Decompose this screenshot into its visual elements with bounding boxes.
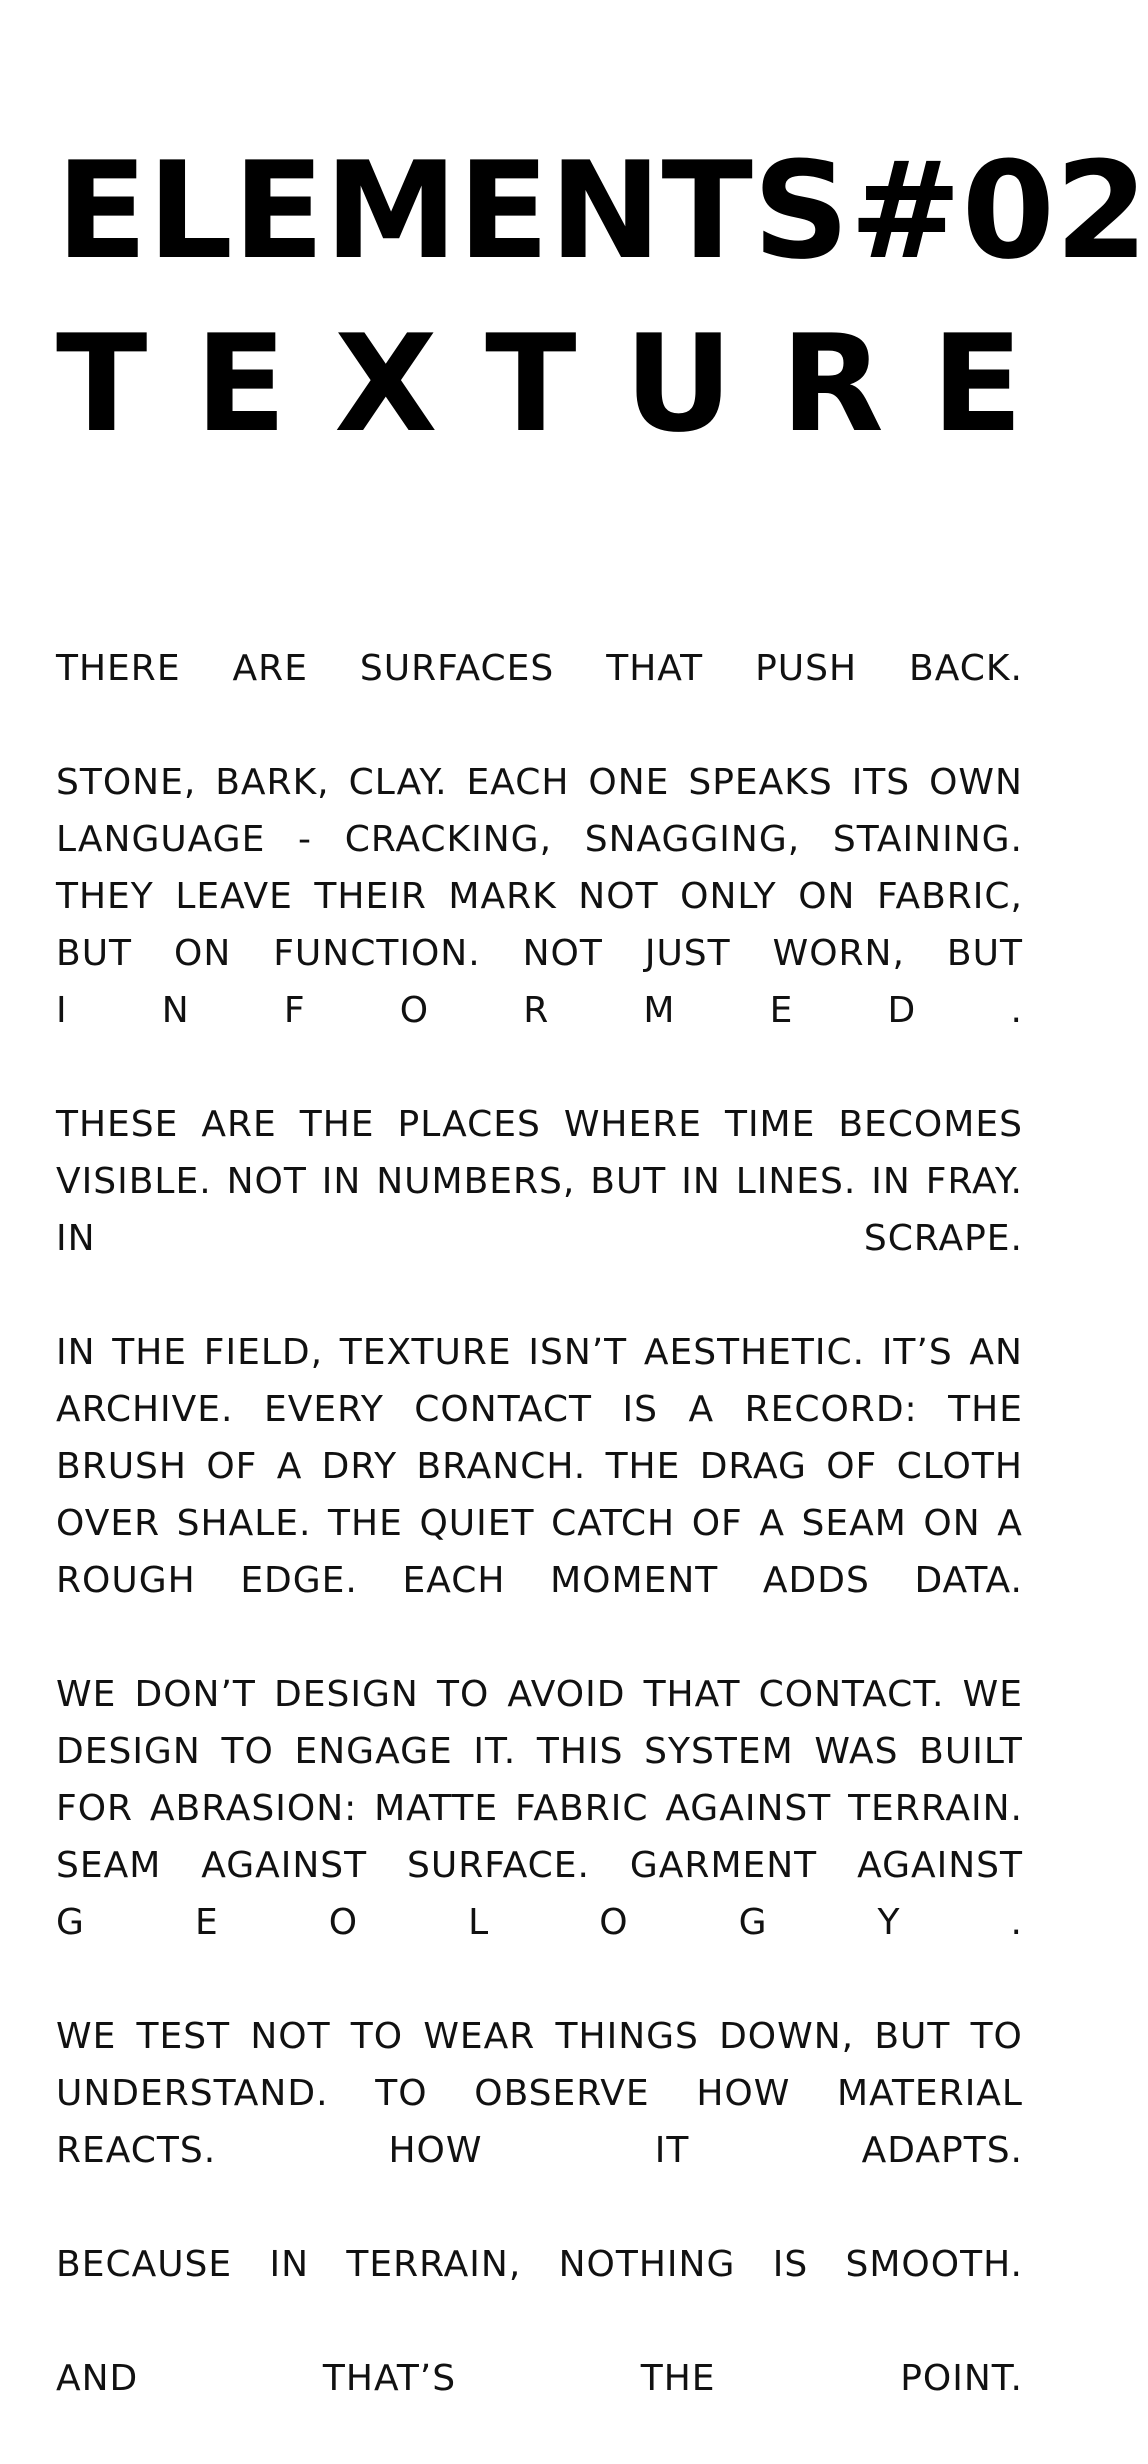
word: GARMENT: [629, 1845, 818, 1886]
word: BARK,: [215, 762, 330, 803]
word: AGAINST: [857, 1845, 1023, 1886]
word: THE: [328, 1503, 403, 1544]
word: DESIGN: [56, 1731, 201, 1772]
word: -: [298, 819, 313, 860]
word: AVOID: [507, 1674, 626, 1715]
word: STONE,: [56, 762, 197, 803]
word: OF: [691, 1503, 743, 1544]
word: ON: [923, 1503, 981, 1544]
word: SYSTEM: [644, 1731, 794, 1772]
word: ARE: [201, 1104, 277, 1145]
text-line: [56, 1438, 1023, 1495]
word: BRANCH.: [416, 1446, 587, 1487]
word: WE: [56, 1674, 117, 1715]
word: BUT: [946, 933, 1023, 974]
word: RECORD:: [744, 1389, 918, 1430]
word: SNAGGING,: [584, 819, 801, 860]
word: THE: [299, 1104, 375, 1145]
word: ONLY: [680, 876, 777, 917]
word: HOW: [696, 2073, 791, 2114]
paragraph: [56, 1666, 1023, 1951]
word: LANGUAGE: [56, 819, 266, 860]
paragraph: [56, 2236, 1023, 2293]
word: IN: [681, 1161, 721, 1202]
word: MARK: [448, 876, 557, 917]
word: BECAUSE: [56, 2244, 233, 2285]
word: BUT: [874, 2016, 951, 2057]
word: ROUGH: [56, 1560, 196, 1601]
word: A: [997, 1503, 1023, 1544]
word: IS: [622, 1389, 658, 1430]
word: DATA.: [914, 1560, 1023, 1601]
word: LEAVE: [175, 876, 293, 917]
word: THAT: [643, 1674, 741, 1715]
word: CATCH: [551, 1503, 676, 1544]
word: IN: [871, 1161, 911, 1202]
word: OBSERVE: [474, 2073, 650, 2114]
word: THESE: [56, 1104, 179, 1145]
text-line: [56, 1324, 1023, 1381]
text-line: [56, 1552, 1023, 1609]
text-line: [56, 2065, 1023, 2122]
word: OWN: [929, 762, 1023, 803]
word: IS: [772, 2244, 809, 2285]
text-line: [56, 925, 1023, 982]
word: LINES.: [735, 1161, 857, 1202]
word: DON’T: [134, 1674, 256, 1715]
word: ADAPTS.: [861, 2130, 1023, 2171]
word: IT: [654, 2130, 690, 2171]
text-line: [56, 1153, 1023, 1210]
text-line: [56, 868, 1023, 925]
word: DRAG: [699, 1446, 807, 1487]
word: NOT: [226, 1161, 307, 1202]
word: POINT.: [900, 2358, 1023, 2399]
word: AN: [969, 1332, 1023, 1373]
word: TEXTURE: [339, 1332, 512, 1373]
word: CRACKING,: [344, 819, 553, 860]
article-body: [56, 640, 1023, 2464]
title-word: ELEMENTS: [56, 132, 850, 289]
title-word: U: [624, 305, 733, 462]
word: E: [769, 990, 794, 1031]
word: EDGE.: [240, 1560, 358, 1601]
word: IN: [56, 1218, 96, 1259]
word: FIELD,: [203, 1332, 324, 1373]
word: O: [599, 1902, 629, 1943]
word: MATERIAL: [837, 2073, 1023, 2114]
word: ABRASION:: [149, 1788, 358, 1829]
text-line: [56, 982, 1023, 1039]
word: NOT: [250, 2016, 331, 2057]
word: BUT: [590, 1161, 667, 1202]
paragraph: [56, 1096, 1023, 1267]
text-line: [56, 2236, 1023, 2293]
word: AND: [56, 2358, 139, 2399]
word: ISN’T: [528, 1332, 628, 1373]
word: TIME: [724, 1104, 816, 1145]
word: THE: [640, 2358, 716, 2399]
word: L: [468, 1902, 490, 1943]
word: EACH: [402, 1560, 506, 1601]
word: FABRIC: [514, 1788, 649, 1829]
word: TEST: [136, 2016, 231, 2057]
text-line: [56, 1666, 1023, 1723]
word: A: [759, 1503, 785, 1544]
word: MOMENT: [550, 1560, 719, 1601]
word: EACH: [466, 762, 570, 803]
word: OF: [826, 1446, 878, 1487]
word: .: [1010, 1902, 1023, 1943]
word: AGAINST: [665, 1788, 832, 1829]
word: THE: [605, 1446, 681, 1487]
word: WE: [962, 1674, 1023, 1715]
word: I: [56, 990, 68, 1031]
word: TO: [970, 2016, 1023, 2057]
word: OVER: [56, 1503, 161, 1544]
word: D: [887, 990, 917, 1031]
word: SCRAPE.: [863, 1218, 1023, 1259]
word: G: [738, 1902, 768, 1943]
text-line: [56, 1723, 1023, 1780]
title-line-1: [56, 132, 1148, 289]
word: HOW: [388, 2130, 483, 2171]
text-line: [56, 1210, 1023, 1267]
paragraph: [56, 1324, 1023, 1609]
title-word: T: [56, 305, 148, 462]
text-line: [56, 1837, 1023, 1894]
title-word: X: [334, 305, 438, 462]
paragraph: [56, 2350, 1023, 2407]
word: WORN,: [772, 933, 905, 974]
word: THE: [948, 1389, 1023, 1430]
word: ADDS: [762, 1560, 870, 1601]
word: ON: [798, 876, 856, 917]
word: NOT: [522, 933, 603, 974]
word: THERE: [56, 648, 181, 689]
text-line: [56, 2350, 1023, 2407]
word: ARCHIVE.: [56, 1389, 234, 1430]
text-line: [56, 754, 1023, 811]
word: REACTS.: [56, 2130, 217, 2171]
word: STAINING.: [832, 819, 1023, 860]
word: THAT’S: [322, 2358, 457, 2399]
word: THE: [112, 1332, 188, 1373]
word: MATTE: [374, 1788, 499, 1829]
word: TO: [350, 2016, 404, 2057]
text-line: [56, 640, 1023, 697]
word: WE: [56, 2016, 117, 2057]
word: IN: [321, 1161, 362, 1202]
text-line: [56, 1381, 1023, 1438]
word: SMOOTH.: [845, 2244, 1023, 2285]
word: FRAY.: [925, 1161, 1023, 1202]
word: G: [56, 1902, 85, 1943]
word: TERRAIN.: [848, 1788, 1023, 1829]
word: IT’S: [881, 1332, 953, 1373]
title-word: #02: [849, 132, 1148, 289]
word: DESIGN: [274, 1674, 419, 1715]
word: AGAINST: [201, 1845, 368, 1886]
word: FABRIC,: [877, 876, 1023, 917]
text-line: [56, 811, 1023, 868]
word: SHALE.: [176, 1503, 312, 1544]
word: THEY: [56, 876, 154, 917]
text-line: [56, 2122, 1023, 2179]
word: ONE: [588, 762, 670, 803]
title-word: R: [780, 305, 884, 462]
word: THINGS: [555, 2016, 699, 2057]
word: SEAM: [56, 1845, 162, 1886]
word: NUMBERS,: [376, 1161, 576, 1202]
word: THIS: [536, 1731, 624, 1772]
word: WEAR: [423, 2016, 536, 2057]
word: Y: [877, 1902, 901, 1943]
title-word: E: [195, 305, 287, 462]
word: AESTHETIC.: [643, 1332, 866, 1373]
word: A: [276, 1446, 303, 1487]
word: ITS: [851, 762, 911, 803]
word: BACK.: [909, 648, 1023, 689]
word: CONTACT.: [758, 1674, 945, 1715]
word: O: [328, 1902, 359, 1943]
title-line-2: [56, 305, 1023, 462]
word: DRY: [321, 1446, 398, 1487]
word: M: [643, 990, 676, 1031]
title-word: T: [485, 305, 577, 462]
word: R: [523, 990, 550, 1031]
word: WAS: [814, 1731, 899, 1772]
word: UNDERSTAND.: [56, 2073, 329, 2114]
text-line: [56, 1495, 1023, 1552]
word: CLOTH: [896, 1446, 1023, 1487]
word: TERRAIN,: [346, 2244, 522, 2285]
word: THAT: [606, 648, 704, 689]
word: A: [688, 1389, 715, 1430]
word: BECOMES: [838, 1104, 1023, 1145]
word: ARE: [232, 648, 308, 689]
word: TO: [436, 1674, 490, 1715]
word: DOWN,: [719, 2016, 855, 2057]
word: CLAY.: [348, 762, 448, 803]
word: PUSH: [755, 648, 858, 689]
word: SURFACES: [359, 648, 555, 689]
word: EVERY: [263, 1389, 384, 1430]
word: F: [283, 990, 306, 1031]
text-line: [56, 2008, 1023, 2065]
text-line: [56, 1894, 1023, 1951]
word: SPEAKS: [688, 762, 833, 803]
title-word: E: [931, 305, 1023, 462]
word: JUST: [644, 933, 731, 974]
word: WHERE: [563, 1104, 702, 1145]
word: NOTHING: [558, 2244, 736, 2285]
word: IN: [269, 2244, 310, 2285]
word: BUT: [56, 933, 133, 974]
word: NOT: [578, 876, 659, 917]
word: QUIET: [419, 1503, 535, 1544]
word: SURFACE.: [407, 1845, 590, 1886]
word: .: [1010, 990, 1023, 1031]
word: ENGAGE: [294, 1731, 453, 1772]
word: IT.: [473, 1731, 517, 1772]
word: N: [161, 990, 190, 1031]
word: THEIR: [314, 876, 427, 917]
word: OF: [206, 1446, 258, 1487]
text-line: [56, 1096, 1023, 1153]
word: VISIBLE.: [56, 1161, 212, 1202]
word: TO: [375, 2073, 428, 2114]
word: E: [194, 1902, 219, 1943]
paragraph: [56, 640, 1023, 697]
word: IN: [56, 1332, 96, 1373]
word: ON: [174, 933, 232, 974]
word: BRUSH: [56, 1446, 187, 1487]
word: BUILT: [919, 1731, 1023, 1772]
paragraph: [56, 754, 1023, 1039]
word: PLACES: [397, 1104, 541, 1145]
word: SEAM: [801, 1503, 907, 1544]
word: CONTACT: [414, 1389, 593, 1430]
text-line: [56, 1780, 1023, 1837]
word: TO: [221, 1731, 274, 1772]
word: FOR: [56, 1788, 134, 1829]
word: FUNCTION.: [273, 933, 481, 974]
paragraph: [56, 2008, 1023, 2179]
word: O: [399, 990, 430, 1031]
